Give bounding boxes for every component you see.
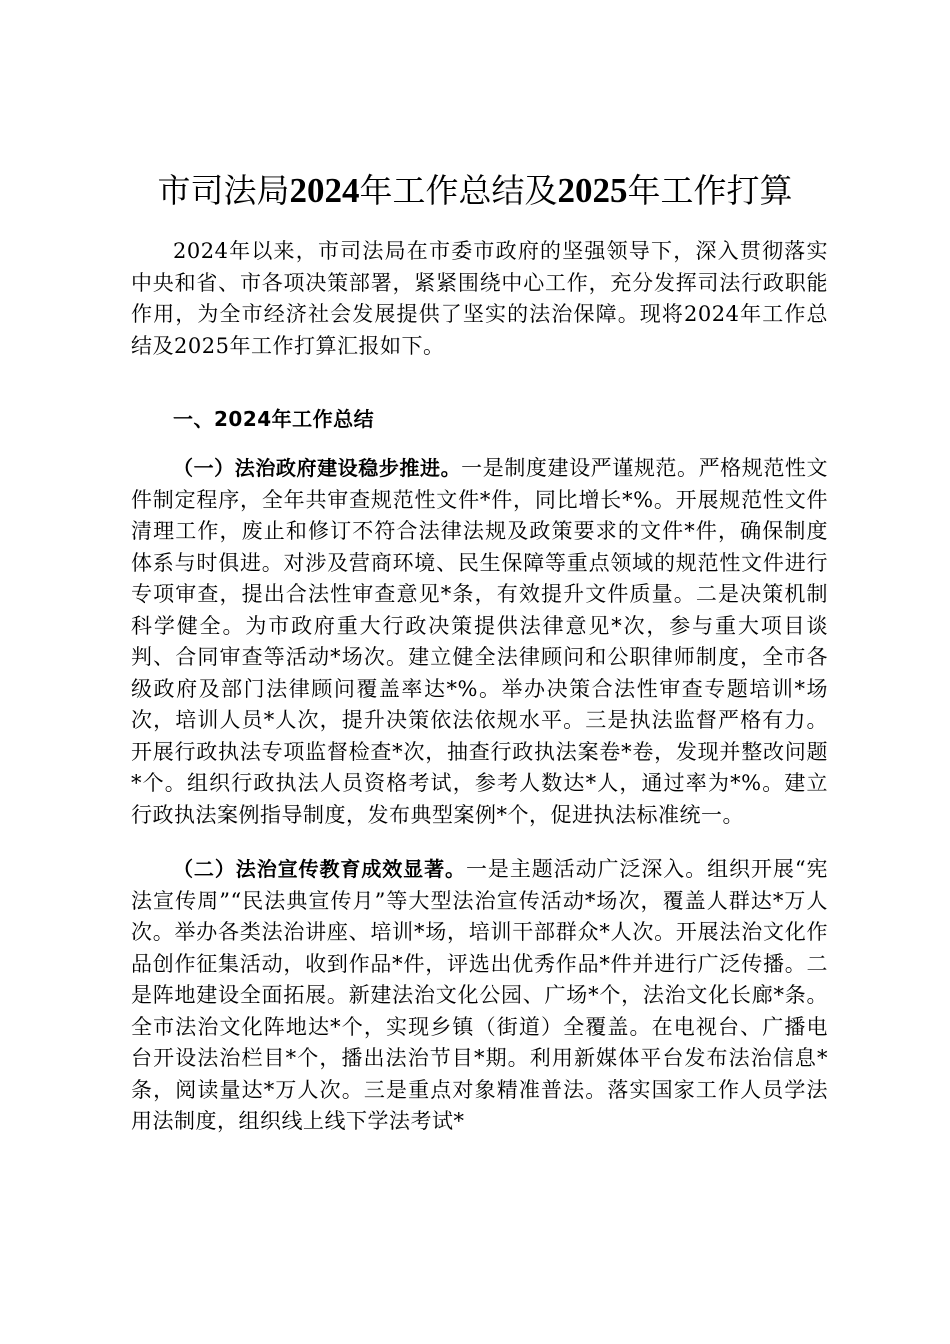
item-1-text: 一是制度建设严谨规范。严格规范性文件制定程序，全年共审查规范性文件*件，同比增长*%。开展规范性文件清理工作，废止和修订不符合法律法规及政策要求的文件*件，确保制度体系与时俱进。对涉及营商环境、民生保障等重点领域的规范性文件进行专项审查，提出合法性审查意见*条，有效提升文件质量。二是决策机制科学健全。为市政府重大行政决策提供法律意见*次，参与重大项目谈判、合同审查等活动*场次。建立健全法律顾问和公职律师制度，全市各级政府及部门法律顾问覆盖率达*%。举办决策合法性审查专题培训*场次，培训人员*人次，提升决策依法依规水平。三是执法监督严格有力。开展行政执法专项监督检查*次，抽查行政执法案卷*卷，发现并整改问题*个。组织行政执法人员资格考试，参考人数达*人，通过率为*%。建立行政执法案例指导制度，发布典型案例*个，促进执法标准统一。 <box>131 456 829 827</box>
item-2-lead: （二）法治宣传教育成效显著。 <box>173 857 466 881</box>
title-year-2025: 2025 <box>557 171 628 210</box>
item-1-block <box>131 453 828 831</box>
title-year-2024: 2024 <box>289 171 360 210</box>
item-1-paragraph <box>131 453 828 831</box>
title-part-3: 年工作打算 <box>627 171 793 210</box>
title-part-1: 市司法局 <box>157 171 290 210</box>
intro-paragraph: 2024年以来，市司法局在市委市政府的坚强领导下，深入贯彻落实中央和省、市各项决策部署，紧紧围绕中心工作，充分发挥司法行政职能作用，为全市经济社会发展提供了坚实的法治保障。现将2024年工作总结及2025年工作打算汇报如下。 <box>131 239 828 358</box>
title-part-2: 年工作总结及 <box>359 171 558 210</box>
document-title <box>0 166 950 216</box>
section-1-heading: 一、2024年工作总结 <box>173 407 375 431</box>
intro-block <box>131 236 828 362</box>
item-2-paragraph <box>131 854 828 1138</box>
item-1-lead: （一）法治政府建设稳步推进。 <box>173 456 462 480</box>
section-heading-block <box>131 404 828 436</box>
item-2-block <box>131 854 828 1138</box>
item-2-text: 一是主题活动广泛深入。组织开展“宪法宣传周”“民法典宣传月”等大型法治宣传活动*场次，覆盖人群达*万人次。举办各类法治讲座、培训*场，培训干部群众*人次。开展法治文化作品创作征集活动，收到作品*件，评选出优秀作品*件并进行广泛传播。二是阵地建设全面拓展。新建法治文化公园、广场*个，法治文化长廊*条。全市法治文化阵地达*个，实现乡镇（街道）全覆盖。在电视台、广播电台开设法治栏目*个，播出法治节目*期。利用新媒体平台发布法治信息*条，阅读量达*万人次。三是重点对象精准普法。落实国家工作人员学法用法制度，组织线上线下学法考试* <box>131 857 829 1133</box>
